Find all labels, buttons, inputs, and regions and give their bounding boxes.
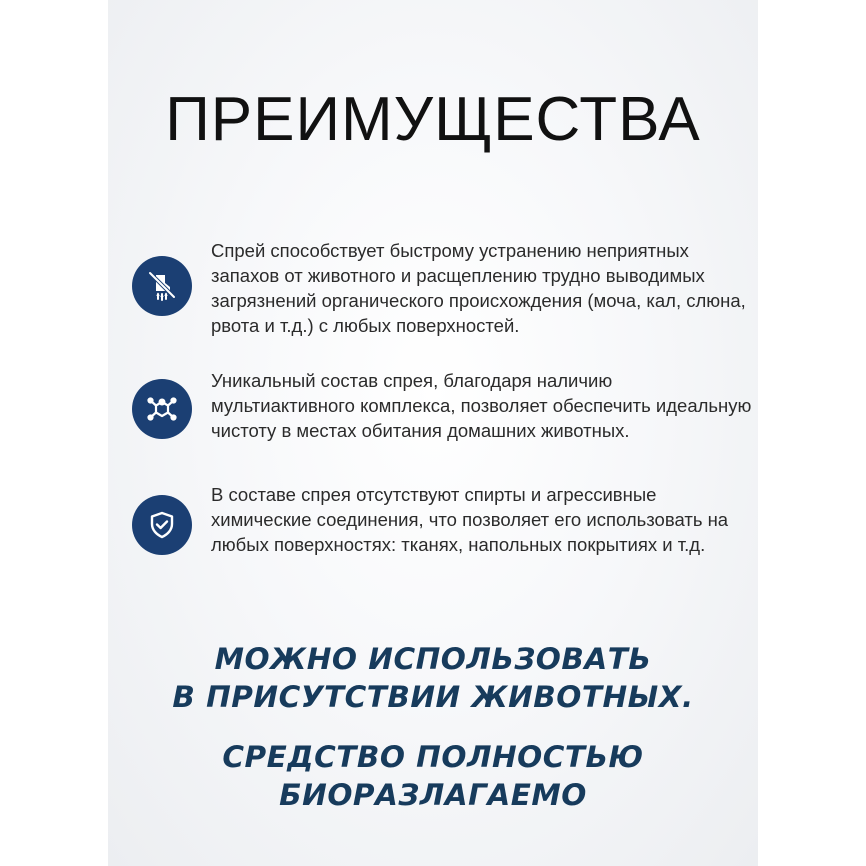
feature-text-composition: Уникальный состав спрея, благодаря наличию мультиактивного комплекса, позволяет обеспечить идеальную чистоту в местах обитания домашних животных. bbox=[211, 370, 752, 441]
slogan-animals-line2: В ПРИСУТСТВИИ ЖИВОТНЫХ. bbox=[172, 680, 694, 714]
shield-check-icon bbox=[132, 495, 192, 555]
page-title: ПРЕИМУЩЕСТВА bbox=[165, 85, 701, 154]
slogan-animals bbox=[108, 640, 758, 716]
feature-item-composition bbox=[132, 368, 752, 478]
feature-item-safety bbox=[132, 482, 752, 592]
slogan-biodegradable bbox=[108, 738, 758, 814]
feature-text-safety: В составе спрея отсутствуют спирты и агрессивные химические соединения, что позволяет его использовать на любых поверхностях: тканях, напольных покрытиях и т.д. bbox=[211, 484, 729, 555]
slogan-biodegradable-line1: СРЕДСТВО ПОЛНОСТЬЮ bbox=[222, 740, 644, 774]
molecule-icon bbox=[132, 379, 192, 439]
feature-item-odor bbox=[132, 238, 752, 348]
slogan-biodegradable-line2: БИОРАЗЛАГАЕМО bbox=[279, 778, 587, 812]
feature-text-odor: Спрей способствует быстрому устранению неприятных запахов от животного и расщеплению трудно выводимых загрязнений органического происхождения (моча, кал, слюна, рвота и т.д.) с любых поверхностей. bbox=[211, 240, 746, 336]
slogan-animals-line1: МОЖНО ИСПОЛЬЗОВАТЬ bbox=[214, 642, 652, 676]
benefits-card bbox=[108, 0, 758, 866]
no-stink-icon bbox=[132, 256, 192, 316]
